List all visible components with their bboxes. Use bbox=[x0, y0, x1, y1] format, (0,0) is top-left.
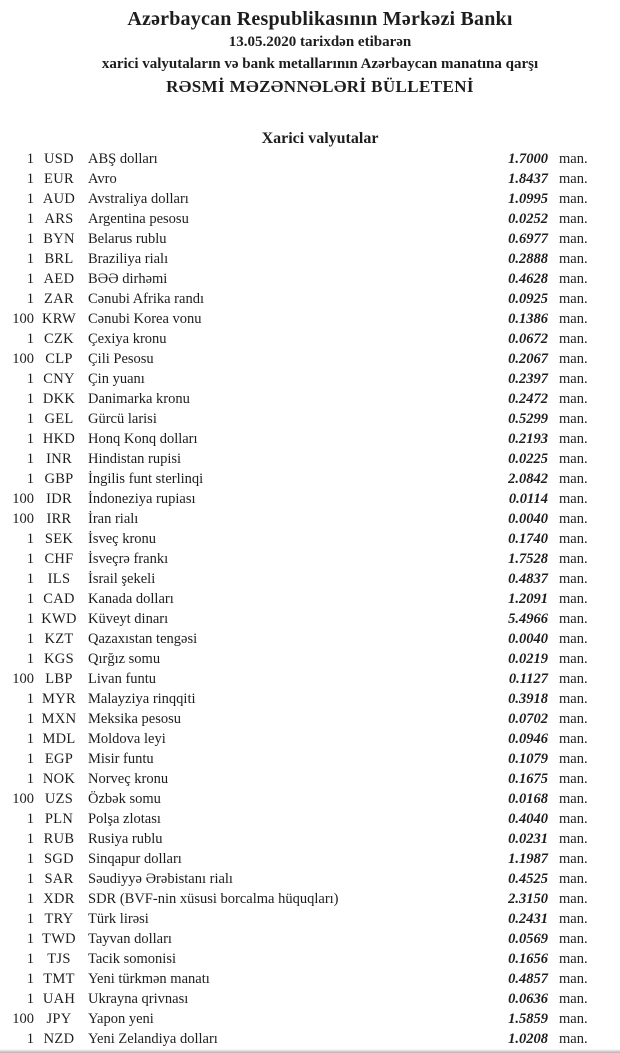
currency-quantity: 1 bbox=[26, 211, 34, 227]
rate-row bbox=[0, 689, 620, 709]
rate-value: 0.0925 bbox=[508, 291, 548, 307]
currency-quantity: 1 bbox=[26, 251, 34, 267]
currency-code: PLN bbox=[44, 811, 74, 827]
currency-code: LBP bbox=[45, 671, 73, 687]
unit-label: man. bbox=[559, 271, 588, 287]
rate-value: 0.0040 bbox=[508, 631, 548, 647]
rate-row bbox=[0, 529, 620, 549]
currency-code: UAH bbox=[42, 991, 76, 1007]
currency-name: Türk lirəsi bbox=[88, 911, 149, 927]
currency-name: Norveç kronu bbox=[88, 771, 169, 787]
currency-code: XDR bbox=[43, 891, 75, 907]
unit-label: man. bbox=[559, 571, 588, 587]
rate-row bbox=[0, 269, 620, 289]
unit-label: man. bbox=[559, 191, 588, 207]
unit-label: man. bbox=[559, 611, 588, 627]
rate-value: 1.2091 bbox=[508, 591, 548, 607]
currency-name: İran rialı bbox=[88, 511, 139, 527]
currency-quantity: 100 bbox=[12, 671, 34, 687]
currency-quantity: 1 bbox=[26, 151, 34, 167]
rate-row bbox=[0, 569, 620, 589]
currency-name: Rusiya rublu bbox=[88, 831, 163, 847]
currency-code: BRL bbox=[44, 251, 74, 267]
rate-row bbox=[0, 289, 620, 309]
rate-row bbox=[0, 709, 620, 729]
rate-value: 0.1656 bbox=[508, 951, 548, 967]
rate-value: 0.4837 bbox=[508, 571, 548, 587]
currency-quantity: 1 bbox=[26, 271, 34, 287]
rate-row bbox=[0, 789, 620, 809]
unit-label: man. bbox=[559, 931, 588, 947]
rate-value: 1.5859 bbox=[508, 1011, 548, 1027]
currency-code: EGP bbox=[44, 751, 74, 767]
currency-quantity: 1 bbox=[26, 391, 34, 407]
unit-label: man. bbox=[559, 431, 588, 447]
currency-quantity: 1 bbox=[26, 431, 34, 447]
currency-name: Meksika pesosu bbox=[88, 711, 182, 727]
rate-row bbox=[0, 249, 620, 269]
currency-quantity: 1 bbox=[26, 971, 34, 987]
currency-name: İndoneziya rupiası bbox=[88, 491, 196, 507]
unit-label: man. bbox=[559, 811, 588, 827]
rate-row bbox=[0, 209, 620, 229]
unit-label: man. bbox=[559, 971, 588, 987]
unit-label: man. bbox=[559, 391, 588, 407]
currency-code: BYN bbox=[43, 231, 75, 247]
currency-quantity: 1 bbox=[26, 851, 34, 867]
rate-value: 0.3918 bbox=[508, 691, 548, 707]
unit-label: man. bbox=[559, 1011, 588, 1027]
currency-code: TMT bbox=[43, 971, 75, 987]
currency-name: Gürcü larisi bbox=[88, 411, 157, 427]
currency-quantity: 1 bbox=[26, 371, 34, 387]
currency-quantity: 1 bbox=[26, 871, 34, 887]
currency-code: CZK bbox=[44, 331, 74, 347]
currency-quantity: 100 bbox=[12, 791, 34, 807]
currency-code: SAR bbox=[44, 871, 74, 887]
currency-code: KWD bbox=[41, 611, 77, 627]
currency-name: Ukrayna qrivnası bbox=[88, 991, 189, 1007]
currency-quantity: 1 bbox=[26, 891, 34, 907]
currency-name: Braziliya rialı bbox=[88, 251, 169, 267]
currency-code: CNY bbox=[43, 371, 75, 387]
currency-quantity: 100 bbox=[12, 511, 34, 527]
rate-row bbox=[0, 1029, 620, 1049]
currency-name: Argentina pesosu bbox=[88, 211, 189, 227]
rate-value: 1.7528 bbox=[508, 551, 548, 567]
currency-code: ZAR bbox=[44, 291, 74, 307]
rate-row bbox=[0, 489, 620, 509]
rate-value: 1.1987 bbox=[508, 851, 548, 867]
document-header bbox=[0, 0, 620, 149]
currency-quantity: 1 bbox=[26, 531, 34, 547]
rate-row bbox=[0, 989, 620, 1009]
unit-label: man. bbox=[559, 651, 588, 667]
rate-value: 0.0636 bbox=[508, 991, 548, 1007]
rate-row bbox=[0, 749, 620, 769]
unit-label: man. bbox=[559, 911, 588, 927]
rate-value: 0.1740 bbox=[508, 531, 548, 547]
currency-quantity: 1 bbox=[26, 171, 34, 187]
currency-name: Moldova leyi bbox=[88, 731, 166, 747]
rate-value: 0.2067 bbox=[508, 351, 548, 367]
currency-name: Belarus rublu bbox=[88, 231, 167, 247]
rate-value: 1.7000 bbox=[508, 151, 548, 167]
unit-label: man. bbox=[559, 691, 588, 707]
currency-code: MDL bbox=[42, 731, 76, 747]
currency-name: Səudiyyə Ərəbistanı rialı bbox=[88, 871, 233, 887]
rate-value: 0.0672 bbox=[508, 331, 548, 347]
rate-value: 0.1386 bbox=[508, 311, 548, 327]
unit-label: man. bbox=[559, 791, 588, 807]
unit-label: man. bbox=[559, 1031, 588, 1047]
currency-name: BƏƏ dirhəmi bbox=[88, 271, 168, 287]
currency-code: CLP bbox=[45, 351, 73, 367]
unit-label: man. bbox=[559, 351, 588, 367]
currency-name: Qırğız somu bbox=[88, 651, 161, 667]
currency-code: KRW bbox=[42, 311, 76, 327]
currency-code: KZT bbox=[44, 631, 74, 647]
rate-value: 0.2888 bbox=[508, 251, 548, 267]
currency-code: EUR bbox=[44, 171, 74, 187]
rate-value: 0.0946 bbox=[508, 731, 548, 747]
currency-code: RUB bbox=[43, 831, 75, 847]
rate-row bbox=[0, 429, 620, 449]
rate-row bbox=[0, 849, 620, 869]
currency-name: Küveyt dinarı bbox=[88, 611, 169, 627]
currency-name: Misir funtu bbox=[88, 751, 154, 767]
currency-name: Livan funtu bbox=[88, 671, 157, 687]
currency-quantity: 1 bbox=[26, 711, 34, 727]
currency-name: Polşa zlotası bbox=[88, 811, 161, 827]
unit-label: man. bbox=[559, 671, 588, 687]
currency-code: TJS bbox=[47, 951, 71, 967]
currency-code: USD bbox=[44, 151, 74, 167]
currency-quantity: 1 bbox=[26, 611, 34, 627]
currency-quantity: 1 bbox=[26, 771, 34, 787]
rate-row bbox=[0, 549, 620, 569]
currency-name: Sinqapur dolları bbox=[88, 851, 182, 867]
currency-name: Yeni türkmən manatı bbox=[88, 971, 210, 987]
unit-label: man. bbox=[559, 291, 588, 307]
bulletin-title: RƏSMİ MƏZƏNNƏLƏRİ BÜLLETENİ bbox=[166, 77, 474, 96]
unit-label: man. bbox=[559, 171, 588, 187]
currency-code: CAD bbox=[43, 591, 75, 607]
currency-quantity: 1 bbox=[26, 911, 34, 927]
unit-label: man. bbox=[559, 451, 588, 467]
rate-value: 5.4966 bbox=[508, 611, 548, 627]
currency-name: Çin yuanı bbox=[88, 371, 145, 387]
currency-name: Özbək somu bbox=[88, 791, 161, 807]
rate-value: 0.0225 bbox=[508, 451, 548, 467]
currency-name: Çili Pesosu bbox=[88, 351, 154, 367]
rate-value: 0.1127 bbox=[508, 671, 548, 687]
currency-quantity: 1 bbox=[26, 191, 34, 207]
rate-row bbox=[0, 409, 620, 429]
rate-value: 0.2397 bbox=[508, 371, 548, 387]
currency-name: Cənubi Afrika randı bbox=[88, 291, 204, 307]
currency-name: İsveçrə frankı bbox=[88, 551, 169, 567]
unit-label: man. bbox=[559, 771, 588, 787]
rate-row bbox=[0, 889, 620, 909]
scan-edge-artifact bbox=[0, 1049, 620, 1053]
currency-name: Tacik somonisi bbox=[88, 951, 176, 967]
unit-label: man. bbox=[559, 731, 588, 747]
rate-value: 0.0040 bbox=[508, 511, 548, 527]
currency-quantity: 1 bbox=[26, 751, 34, 767]
unit-label: man. bbox=[559, 491, 588, 507]
rate-row bbox=[0, 949, 620, 969]
currency-quantity: 1 bbox=[26, 731, 34, 747]
currency-quantity: 1 bbox=[26, 951, 34, 967]
currency-quantity: 1 bbox=[26, 631, 34, 647]
currency-quantity: 1 bbox=[26, 991, 34, 1007]
rate-row bbox=[0, 449, 620, 469]
currency-name: Çexiya kronu bbox=[88, 331, 167, 347]
currency-quantity: 1 bbox=[26, 291, 34, 307]
subject-line: xarici valyutaların və bank metallarının Azərbaycan manatına qarşı bbox=[101, 56, 539, 72]
rate-value: 0.4628 bbox=[508, 271, 548, 287]
unit-label: man. bbox=[559, 211, 588, 227]
unit-label: man. bbox=[559, 851, 588, 867]
rate-row bbox=[0, 969, 620, 989]
currency-code: MYR bbox=[42, 691, 76, 707]
rate-row bbox=[0, 589, 620, 609]
unit-label: man. bbox=[559, 511, 588, 527]
unit-label: man. bbox=[559, 631, 588, 647]
unit-label: man. bbox=[559, 951, 588, 967]
rate-value: 0.0231 bbox=[508, 831, 548, 847]
currency-code: IRR bbox=[46, 511, 72, 527]
unit-label: man. bbox=[559, 591, 588, 607]
rate-value: 0.2472 bbox=[508, 391, 548, 407]
rate-row bbox=[0, 169, 620, 189]
currency-quantity: 1 bbox=[26, 691, 34, 707]
currency-quantity: 1 bbox=[26, 451, 34, 467]
rate-value: 0.4040 bbox=[508, 811, 548, 827]
rate-row bbox=[0, 769, 620, 789]
rate-value: 0.4857 bbox=[508, 971, 548, 987]
rate-value: 0.5299 bbox=[508, 411, 548, 427]
rate-row bbox=[0, 829, 620, 849]
rate-value: 0.0168 bbox=[508, 791, 548, 807]
currency-name: Cənubi Korea vonu bbox=[88, 311, 202, 327]
currency-code: CHF bbox=[44, 551, 74, 567]
unit-label: man. bbox=[559, 751, 588, 767]
currency-quantity: 1 bbox=[26, 571, 34, 587]
unit-label: man. bbox=[559, 531, 588, 547]
rate-row bbox=[0, 369, 620, 389]
currency-name: Malayziya rinqqiti bbox=[88, 691, 196, 707]
rate-value: 0.1079 bbox=[508, 751, 548, 767]
section-title-foreign-currencies: Xarici valyutalar bbox=[261, 130, 379, 147]
currency-name: Kanada dolları bbox=[88, 591, 174, 607]
rate-row bbox=[0, 729, 620, 749]
rate-value: 0.0569 bbox=[508, 931, 548, 947]
currency-quantity: 1 bbox=[26, 931, 34, 947]
currency-code: SGD bbox=[44, 851, 74, 867]
unit-label: man. bbox=[559, 151, 588, 167]
currency-code: TRY bbox=[44, 911, 74, 927]
currency-name: Yeni Zelandiya dolları bbox=[88, 1031, 218, 1047]
rate-row bbox=[0, 869, 620, 889]
currency-quantity: 1 bbox=[26, 811, 34, 827]
currency-code: GBP bbox=[44, 471, 74, 487]
currency-quantity: 100 bbox=[12, 351, 34, 367]
currency-name: ABŞ dolları bbox=[88, 151, 158, 167]
unit-label: man. bbox=[559, 871, 588, 887]
currency-code: GEL bbox=[44, 411, 74, 427]
currency-quantity: 1 bbox=[26, 1031, 34, 1047]
rate-value: 0.0219 bbox=[508, 651, 548, 667]
rate-row bbox=[0, 189, 620, 209]
unit-label: man. bbox=[559, 331, 588, 347]
currency-quantity: 1 bbox=[26, 231, 34, 247]
currency-name: Avstraliya dolları bbox=[88, 191, 189, 207]
unit-label: man. bbox=[559, 991, 588, 1007]
currency-quantity: 1 bbox=[26, 591, 34, 607]
unit-label: man. bbox=[559, 471, 588, 487]
unit-label: man. bbox=[559, 231, 588, 247]
exchange-rates-table bbox=[0, 149, 620, 1049]
rate-row bbox=[0, 149, 620, 169]
currency-quantity: 100 bbox=[12, 1011, 34, 1027]
rate-row bbox=[0, 389, 620, 409]
rate-value: 0.1675 bbox=[508, 771, 548, 787]
currency-code: KGS bbox=[44, 651, 74, 667]
rate-row bbox=[0, 329, 620, 349]
rate-row bbox=[0, 1009, 620, 1029]
currency-quantity: 1 bbox=[26, 471, 34, 487]
currency-quantity: 1 bbox=[26, 651, 34, 667]
rate-value: 1.8437 bbox=[508, 171, 548, 187]
currency-name: Honq Konq dolları bbox=[88, 431, 198, 447]
currency-name: İsrail şekeli bbox=[88, 571, 156, 587]
currency-name: Tayvan dolları bbox=[88, 931, 172, 947]
rate-row bbox=[0, 469, 620, 489]
currency-code: HKD bbox=[42, 431, 76, 447]
currency-code: NOK bbox=[42, 771, 76, 787]
currency-code: NZD bbox=[43, 1031, 75, 1047]
rate-row bbox=[0, 909, 620, 929]
currency-code: AUD bbox=[42, 191, 76, 207]
currency-code: INR bbox=[46, 451, 72, 467]
unit-label: man. bbox=[559, 831, 588, 847]
rate-row bbox=[0, 509, 620, 529]
rate-row bbox=[0, 669, 620, 689]
rate-value: 0.0702 bbox=[508, 711, 548, 727]
rate-value: 0.0252 bbox=[508, 211, 548, 227]
rate-row bbox=[0, 609, 620, 629]
rate-row bbox=[0, 809, 620, 829]
unit-label: man. bbox=[559, 311, 588, 327]
currency-name: SDR (BVF-nin xüsusi borcalma hüquqları) bbox=[88, 891, 339, 907]
currency-quantity: 100 bbox=[12, 311, 34, 327]
currency-name: İngilis funt sterlinqi bbox=[88, 471, 204, 487]
currency-name: Qazaxıstan tengəsi bbox=[88, 631, 198, 647]
currency-quantity: 100 bbox=[12, 491, 34, 507]
currency-quantity: 1 bbox=[26, 831, 34, 847]
rate-row bbox=[0, 649, 620, 669]
currency-code: SEK bbox=[44, 531, 74, 547]
currency-code: TWD bbox=[42, 931, 76, 947]
rate-value: 1.0995 bbox=[508, 191, 548, 207]
unit-label: man. bbox=[559, 891, 588, 907]
effective-date-line: 13.05.2020 tarixdən etibarən bbox=[228, 34, 412, 50]
currency-code: JPY bbox=[46, 1011, 72, 1027]
bank-name-title: Azərbaycan Respublikasının Mərkəzi Bankı bbox=[127, 8, 513, 30]
rate-value: 1.0208 bbox=[508, 1031, 548, 1047]
currency-name: Danimarka kronu bbox=[88, 391, 190, 407]
currency-quantity: 1 bbox=[26, 551, 34, 567]
rate-value: 0.2431 bbox=[508, 911, 548, 927]
currency-code: DKK bbox=[42, 391, 76, 407]
currency-code: MXN bbox=[41, 711, 77, 727]
rate-value: 0.6977 bbox=[508, 231, 548, 247]
unit-label: man. bbox=[559, 411, 588, 427]
currency-name: Hindistan rupisi bbox=[88, 451, 182, 467]
unit-label: man. bbox=[559, 711, 588, 727]
currency-quantity: 1 bbox=[26, 411, 34, 427]
unit-label: man. bbox=[559, 251, 588, 267]
rate-value: 2.3150 bbox=[508, 891, 548, 907]
rate-value: 0.2193 bbox=[508, 431, 548, 447]
currency-name: İsveç kronu bbox=[88, 531, 157, 547]
rate-row bbox=[0, 629, 620, 649]
rate-row bbox=[0, 929, 620, 949]
rate-row bbox=[0, 229, 620, 249]
rate-value: 2.0842 bbox=[508, 471, 548, 487]
rate-row bbox=[0, 349, 620, 369]
rate-value: 0.4525 bbox=[508, 871, 548, 887]
currency-code: ARS bbox=[44, 211, 74, 227]
currency-quantity: 1 bbox=[26, 331, 34, 347]
rate-value: 0.0114 bbox=[508, 491, 548, 507]
rate-row bbox=[0, 309, 620, 329]
unit-label: man. bbox=[559, 551, 588, 567]
currency-name: Yapon yeni bbox=[88, 1011, 154, 1027]
currency-code: IDR bbox=[46, 491, 72, 507]
currency-code: ILS bbox=[47, 571, 71, 587]
unit-label: man. bbox=[559, 371, 588, 387]
currency-name: Avro bbox=[88, 171, 117, 187]
currency-code: UZS bbox=[44, 791, 74, 807]
currency-code: AED bbox=[43, 271, 75, 287]
